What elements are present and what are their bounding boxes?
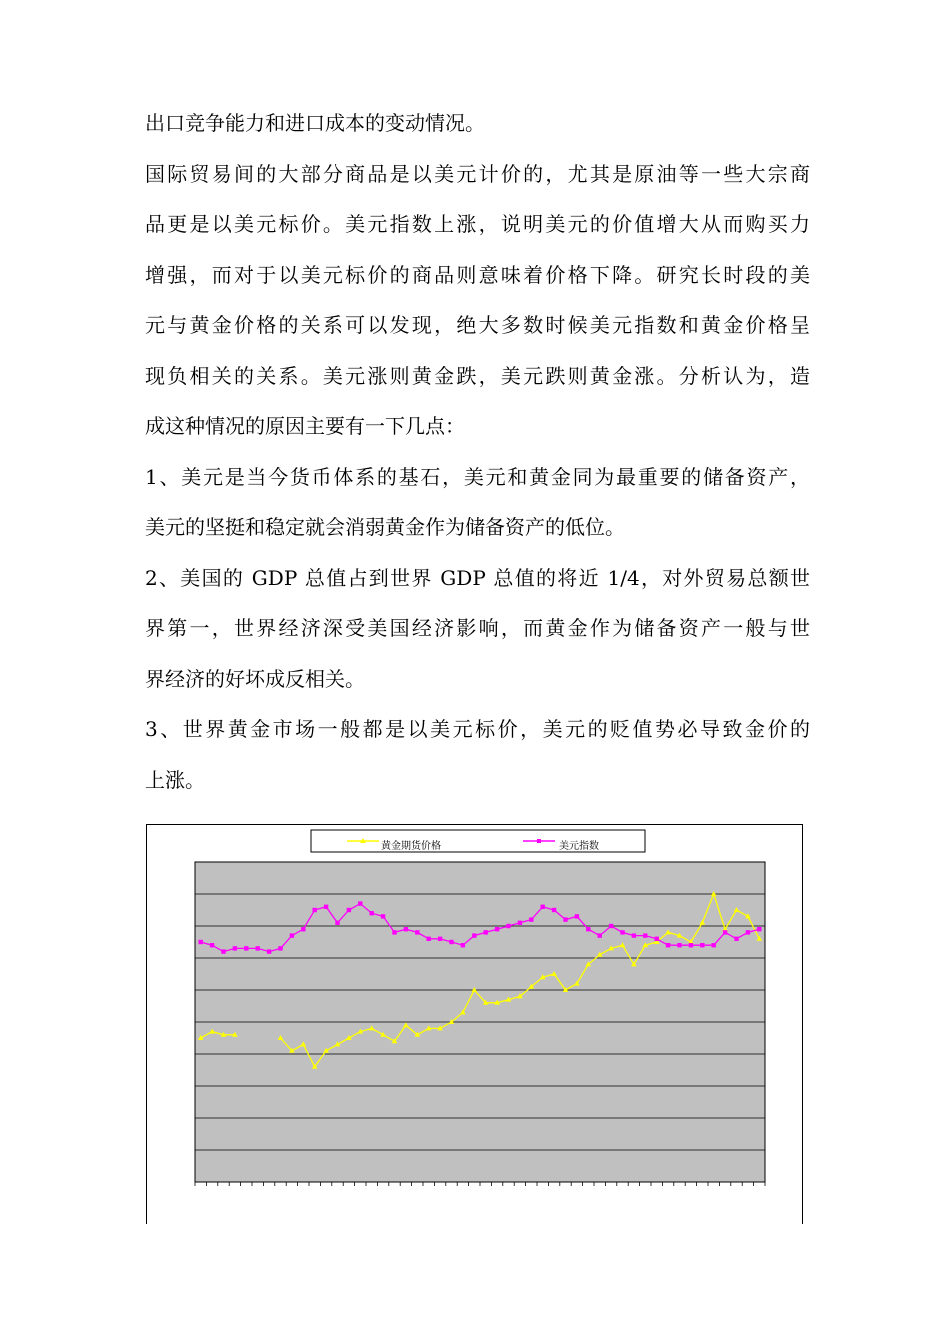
legend-dollar-marker — [537, 839, 541, 843]
dollar-data-point — [666, 943, 670, 947]
dollar-data-point — [324, 905, 328, 909]
dollar-data-point — [734, 937, 738, 941]
dollar-data-point — [506, 924, 510, 928]
dollar-data-point — [358, 901, 362, 905]
dollar-data-point — [598, 933, 602, 937]
paragraph-line: 国际贸易间的大部分商品是以美元计价的，尤其是原油等一些大宗商 — [145, 161, 810, 186]
chart-legend — [311, 830, 645, 852]
dollar-data-point — [472, 933, 476, 937]
dollar-data-point — [723, 930, 727, 934]
dollar-data-point — [381, 914, 385, 918]
dollar-data-point — [700, 943, 704, 947]
list-item-3: 3、世界黄金市场一般都是以美元标价，美元的贬值势必导致金价的 — [145, 717, 810, 741]
dollar-data-point — [438, 937, 442, 941]
legend-label-gold: 黄金期货价格 — [381, 841, 441, 852]
dollar-data-point — [347, 908, 351, 912]
dollar-data-point — [392, 930, 396, 934]
paragraph-line: 成这种情况的原因主要有一下几点： — [145, 414, 465, 438]
dollar-data-point — [199, 940, 203, 944]
dollar-data-point — [415, 930, 419, 934]
paragraph-line: 界第一，世界经济深受美国经济影响，而黄金作为储备资产一般与世 — [145, 616, 810, 640]
paragraph-line: 出口竞争能力和进口成本的变动情况。 — [145, 111, 485, 135]
dollar-data-point — [290, 933, 294, 937]
paragraph-line: 品更是以美元标价。美元指数上涨，说明美元的价值增大从而购买力 — [145, 212, 810, 236]
dollar-data-point — [643, 933, 647, 937]
dollar-data-point — [256, 946, 260, 950]
dollar-data-point — [210, 943, 214, 947]
dollar-data-point — [244, 946, 248, 950]
dollar-data-point — [461, 943, 465, 947]
dollar-data-point — [313, 908, 317, 912]
paragraph-line: 现负相关的关系。美元涨则黄金跌，美元跌则黄金涨。分析认为，造 — [145, 363, 810, 388]
paragraph-line: 元与黄金价格的关系可以发现，绝大多数时候美元指数和黄金价格呈 — [145, 313, 810, 337]
dollar-data-point — [632, 933, 636, 937]
dollar-data-point — [335, 921, 339, 925]
dollar-data-point — [233, 946, 237, 950]
dollar-data-point — [586, 927, 590, 931]
paragraph-line: 增强，而对于以美元标价的商品则意味着价格下降。研究长时段的美 — [145, 262, 810, 287]
dollar-data-point — [563, 917, 567, 921]
dollar-data-point — [552, 908, 556, 912]
dollar-data-point — [757, 927, 761, 931]
line-chart — [147, 825, 804, 1225]
document-body — [145, 110, 810, 817]
dollar-data-point — [609, 924, 613, 928]
dollar-data-point — [495, 927, 499, 931]
dollar-data-point — [404, 927, 408, 931]
dollar-data-point — [301, 927, 305, 931]
list-item-1: 1、美元是当今货币体系的基石，美元和黄金同为最重要的储备资产， — [145, 464, 810, 489]
dollar-data-point — [427, 937, 431, 941]
plot-area — [195, 862, 765, 1186]
chart-figure — [146, 824, 803, 1224]
dollar-data-point — [278, 946, 282, 950]
dollar-data-point — [370, 911, 374, 915]
paragraph-line: 界经济的好坏成反相关。 — [145, 666, 365, 691]
dollar-data-point — [746, 930, 750, 934]
dollar-data-point — [484, 930, 488, 934]
paragraph-line: 上涨。 — [145, 767, 205, 792]
legend-label-dollar: 美元指数 — [559, 841, 599, 852]
dollar-data-point — [449, 940, 453, 944]
dollar-data-point — [267, 949, 271, 953]
dollar-data-point — [677, 943, 681, 947]
dollar-data-point — [541, 905, 545, 909]
dollar-data-point — [655, 937, 659, 941]
dollar-data-point — [518, 921, 522, 925]
dollar-data-point — [689, 943, 693, 947]
dollar-data-point — [712, 943, 716, 947]
dollar-data-point — [221, 949, 225, 953]
list-item-2: 2、美国的 GDP 总值占到世界 GDP 总值的将近 1/4，对外贸易总额世 — [145, 565, 810, 590]
dollar-data-point — [575, 914, 579, 918]
dollar-data-point — [620, 930, 624, 934]
dollar-data-point — [529, 917, 533, 921]
paragraph-line: 美元的坚挺和稳定就会消弱黄金作为储备资产的低位。 — [145, 515, 625, 539]
